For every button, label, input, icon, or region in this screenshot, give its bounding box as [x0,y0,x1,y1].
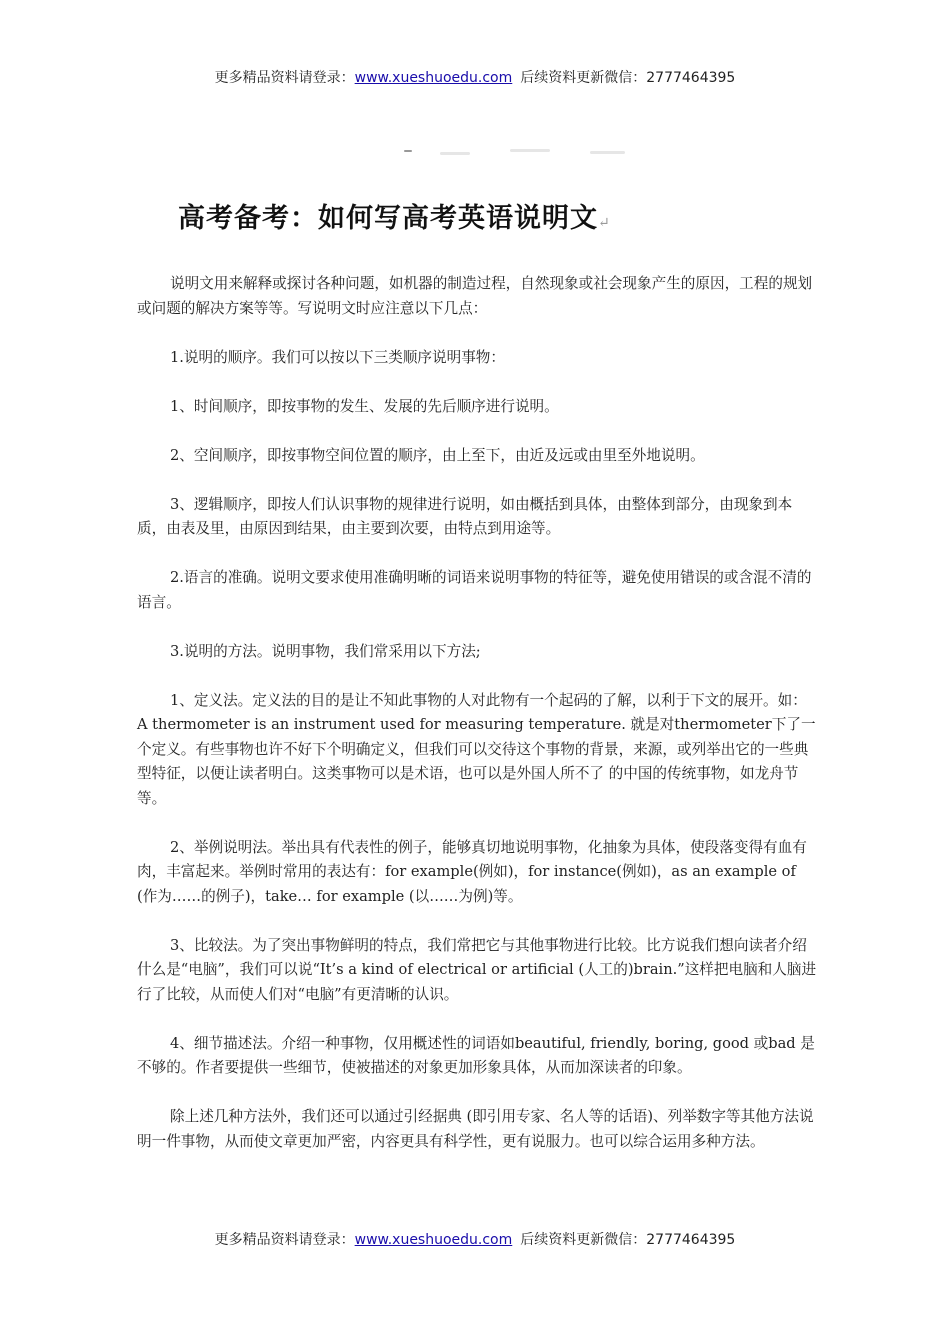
paragraph: 2、空间顺序，即按事物空间位置的顺序，由上至下，由近及远或由里至外地说明。 [170,446,705,464]
paragraph: 4、细节描述法。介绍一种事物，仅用概述性的词语如beautiful, friendly, boring, good 或bad 是不够的。作者要提供一些细节，使被描述的对象更加形象具体，从而加深读者的印象。 [137,1034,815,1076]
paragraph: 2.语言的准确。说明文要求使用准确明晰的词语来说明事物的特征等，避免使用错误的或含混不清的语言。 [137,569,812,611]
banner-prefix: 更多精品资料请登录： [214,70,355,86]
banner-prefix: 更多精品资料请登录： [214,1232,355,1248]
banner-suffix: 后续资料更新微信：2777464395 [520,1232,736,1248]
paragraph: 1、定义法。定义法的目的是让不知此事物的人对此物有一个起码的了解，以利于下文的展开。如：A thermometer is an instrument used for measuring temperature. 就是对thermometer下了一个定义。有些事物也许不好下个明确定义，但我们可以交待这个事物的背景，来源，或列举出它的一些典型特征，以便让读者明白。这类事物可以是术语，也可以是外国人所不了 的中国的传统事物，如龙舟节等。 [137,691,816,807]
paragraph: 3、比较法。为了突出事物鲜明的特点，我们常把它与其他事物进行比较。比方说我们想向读者介绍什么是“电脑”，我们可以说“It’s a kind of electrical or artificial (人工的)brain.”这样把电脑和人脑进行了比较，从而使人们对“电脑”有更清晰的认识。 [137,936,817,1003]
paragraph-mark-icon: ↵ [598,215,611,231]
paragraph: 1.说明的顺序。我们可以按以下三类顺序说明事物： [170,348,505,366]
paragraph: 3、逻辑顺序，即按人们认识事物的规律进行说明，如由概括到具体，由整体到部分，由现象到本质，由表及里，由原因到结果，由主要到次要，由特点到用途等。 [137,495,793,537]
paragraph: 说明文用来解释或探讨各种问题，如机器的制造过程，自然现象或社会现象产生的原因，工程的规划或问题的解决方案等等。写说明文时应注意以下几点： [137,275,813,317]
document-title [178,196,611,235]
paragraph: 除上述几种方法外，我们还可以通过引经据典 (即引用专家、名人等的话语)、列举数字等其他方法说明一件事物，从而使文章更加严密，内容更具有科学性，更有说服力。也可以综合运用多种方法。 [137,1108,814,1150]
banner-suffix: 后续资料更新微信：2777464395 [520,70,736,86]
header-banner [0,67,950,87]
document-body [137,272,817,1154]
paragraph: 2、举例说明法。举出具有代表性的例子，能够真切地说明事物，化抽象为具体，使段落变得有血有肉，丰富起来。举例时常用的表达有：for example(例如)，for instance(例如)，as an example of (作为……的例子)，take… for example (以……为例)等。 [137,838,807,905]
paragraph: 1、时间顺序，即按事物的发生、发展的先后顺序进行说明。 [170,397,559,415]
title-text: 高考备考：如何写高考英语说明文 [178,203,598,234]
scan-artifacts [400,146,640,160]
footer-banner [0,1229,950,1249]
website-link[interactable]: www.xueshuoedu.com [354,70,513,86]
website-link[interactable]: www.xueshuoedu.com [354,1232,513,1248]
paragraph: 3.说明的方法。说明事物，我们常采用以下方法; [170,642,481,660]
